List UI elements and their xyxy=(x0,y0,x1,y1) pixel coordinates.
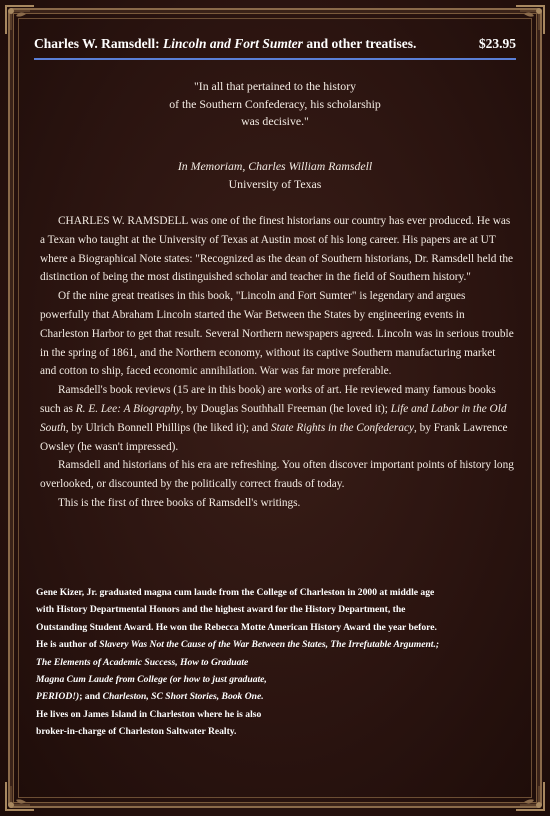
text-run: , by Douglas Southhall Freeman (he loved it); xyxy=(180,402,391,415)
book-reference: Slavery Was Not the Cause of the War Between the States, The Irrefutable Argument.; xyxy=(99,639,440,651)
bio-line xyxy=(36,636,516,653)
text-run: , by Frank Lawrence Owsley (he wasn't impressed). xyxy=(40,421,508,453)
book-reference: Charleston, SC Short Stories, Book One. xyxy=(102,691,264,703)
paragraph: CHARLES W. RAMSDELL was one of the finest historians our country has ever produced. He was a Texan who taught at the University of Texas at Austin most of his long career. His papers are at UT where a Biographical Note states: "Recognized as the dean of Southern historians, Dr. Ramsdell held the distinction of being the most distinguished scholar and teacher in the field of Southern history." xyxy=(40,215,513,284)
book-heading xyxy=(34,36,416,52)
price: $23.95 xyxy=(478,36,516,51)
text-run: Ramsdell's book reviews (15 are in this book) are works of art. He reviewed many famous books such as xyxy=(40,384,496,415)
description-body xyxy=(40,212,514,513)
bio-line xyxy=(36,688,516,705)
bio-line: Outstanding Student Award. He won the Rebecca Motte American History Award the year before. xyxy=(36,621,437,633)
book-reference: PERIOD!) xyxy=(36,691,80,703)
text-run: ; and xyxy=(79,691,103,703)
corner-ornament-icon xyxy=(512,778,548,814)
bio-line xyxy=(36,671,516,688)
book-reference: R. E. Lee: A Biography xyxy=(75,402,181,415)
quote-line: "In all that pertained to the history xyxy=(193,79,357,93)
quote-line: was decisive." xyxy=(241,114,309,128)
text-run: He is author of xyxy=(36,639,100,651)
epigraph-quote xyxy=(60,78,490,131)
bio-line: with History Departmental Honors and the highest award for the History Department, the xyxy=(36,604,406,616)
institution-line: University of Texas xyxy=(228,177,322,191)
paragraph: Ramsdell and historians of his era are refreshing. You often discover important points of history long overlooked, or discounted by the politically correct frauds of today. xyxy=(40,459,514,491)
header-bar xyxy=(34,36,516,52)
paragraph xyxy=(40,381,514,456)
paragraph: This is the first of three books of Ramsdell's writings. xyxy=(58,496,301,509)
author-name: Charles W. Ramsdell: xyxy=(34,36,160,51)
book-reference: State Rights in the Confederacy xyxy=(270,421,415,434)
bio-line: Gene Kizer, Jr. graduated magna cum laude from the College of Charleston in 2000 at middle age xyxy=(36,587,435,598)
bio-line xyxy=(36,654,516,671)
corner-ornament-icon xyxy=(2,2,38,38)
title-suffix: and other treatises. xyxy=(306,36,417,51)
header-rule xyxy=(34,58,516,60)
book-reference: The Elements of Academic Success, How to Graduate xyxy=(36,656,249,668)
bio-line: broker-in-charge of Charleston Saltwater Realty. xyxy=(36,726,237,738)
quote-line: of the Southern Confederacy, his scholarship xyxy=(169,96,381,111)
author-bio xyxy=(36,584,516,741)
corner-ornament-icon xyxy=(2,778,38,814)
text-run: , by Ulrich Bonnell Phillips (he liked it); and xyxy=(65,421,271,434)
memoriam-attribution xyxy=(60,157,490,193)
paragraph: Of the nine great treatises in this book, "Lincoln and Fort Sumter" is legendary and argues powerfully that Abraham Lincoln started the War Between the States by engineering events in Charleston Harbor to get that result. Several Northern newspapers agreed. Lincoln was in serious trouble in the spring of 1861, and the Northern economy, without its captive Southern manufacturing market and cotton to ship, faced economic annihilation. War was far more preferable. xyxy=(40,290,514,378)
bio-line: He lives on James Island in Charleston where he is also xyxy=(36,708,262,720)
corner-ornament-icon xyxy=(512,2,548,38)
memoriam-line: In Memoriam, Charles William Ramsdell xyxy=(177,159,373,173)
book-title: Lincoln and Fort Sumter xyxy=(163,36,303,51)
book-reference: Magna Cum Laude from College (or how to just graduate, xyxy=(36,674,267,686)
book-reference: Life and Labor in the Old South xyxy=(40,402,507,434)
